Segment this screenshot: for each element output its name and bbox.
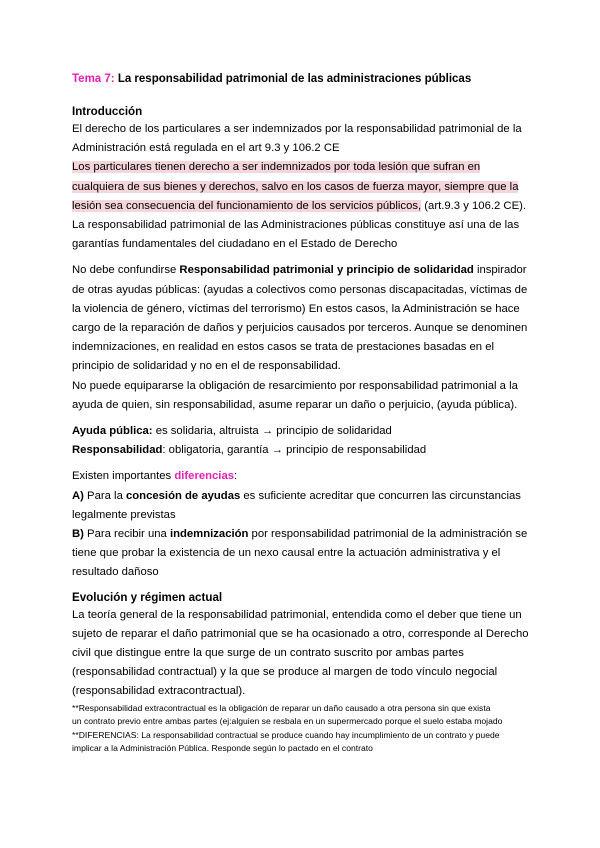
differences-pink-word: diferencias <box>174 470 235 483</box>
intro-paragraph-2-rest: (art.9.3 y 106.2 CE). La responsabilidad patrimonial de las Administraciones públicas constituye así una de las garantías fundamentales del ciudadano en el Estado de Derecho <box>72 199 527 251</box>
difference-b-start: Para recibir una <box>83 528 170 541</box>
resp-label: Responsabilidad <box>72 444 163 457</box>
intro-heading: Introducción <box>72 105 143 118</box>
differences-intro <box>72 467 532 486</box>
difference-a-start: Para la <box>83 489 126 502</box>
difference-a-label: A) <box>72 489 84 502</box>
intro-paragraph-2 <box>72 158 532 254</box>
document-page <box>72 62 532 756</box>
resp-text: : obligatoria, garantía → principio de responsabilidad <box>162 444 427 457</box>
difference-b-bold: indemnización <box>169 528 249 541</box>
difference-a-rest: es suficiente acreditar que concurren las circunstancias legalmente previstas <box>72 489 521 521</box>
difference-b <box>72 525 532 583</box>
solidarity-p1-bold: Responsabilidad patrimonial y principio de solidaridad <box>179 264 474 277</box>
difference-b-rest: por responsabilidad patrimonial de la administración se tiene que probar la existencia de un nexo causal entre la actuación administrativa y el resultado dañoso <box>72 528 528 579</box>
difference-a-bold: concesión de ayudas <box>126 489 241 502</box>
difference-b-label: B) <box>72 528 84 541</box>
evolution-heading: Evolución y régimen actual <box>72 590 223 604</box>
definition-ayuda <box>72 422 532 441</box>
solidarity-p1-rest: inspirador de otras ayudas públicas: (ayudas a colectivos como personas discapacitadas, víctimas de la violencia de género, víctimas del terrorismo) En estos casos, la Administración se hace cargo de la reparación de daños y perjuicios causados por terceros. Aunque se denominen indemnizaciones, en realidad en estos casos se trata de prestaciones basadas en el principio de solidaridad y no en el de responsabilidad. <box>72 264 528 373</box>
difference-a <box>72 487 532 525</box>
definition-responsabilidad <box>72 441 532 460</box>
highlighted-text: Los particulares tienen derecho a ser indemnizados por toda lesión que sufran en cualquiera de sus bienes y derechos, salvo en los casos de fuerza mayor, siempre que la lesión sea consecuencia del funcionamiento de los servicios públicos, <box>72 161 519 212</box>
note-2-line-1: **DIFERENCIAS: La responsabilidad contractual se produce cuando hay incumplimiento de un contrato y puede <box>72 729 500 740</box>
ayuda-label: Ayuda pública: <box>72 425 153 438</box>
title-text: La responsabilidad patrimonial de las administraciones públicas <box>117 73 472 85</box>
differences-intro-start: Existen importantes <box>72 470 175 483</box>
differences-intro-end: : <box>234 470 238 483</box>
evolution-paragraph: La teoría general de la responsabilidad patrimonial, entendida como el deber que tiene un sujeto de reparar el daño patrimonial que se ha ocasionado a otro, corresponde al Derecho civil que distingue entre la que surge de un contrato suscrito por ambas partes (responsabilidad contractual) y la que se produce al margen de todo vínculo negocial (responsabilidad extracontractual). <box>72 608 529 698</box>
intro-paragraph-1: El derecho de los particulares a ser indemnizados por la responsabilidad patrimonial de la Administración está regulada en el art 9.3 y 106.2 CE <box>72 123 522 155</box>
solidarity-paragraph-1 <box>72 261 532 376</box>
page-title <box>72 71 532 87</box>
note-2-line-2: implicar a la Administración Pública. Responde según lo pactado en el contrato <box>72 743 373 754</box>
title-prefix: Tema 7: <box>72 73 115 85</box>
solidarity-p1-start: No debe confundirse <box>72 264 180 277</box>
ayuda-text: es solidaria, altruista → principio de solidaridad <box>152 425 392 438</box>
note-1-line-1: **Responsabilidad extracontractual es la obligación de reparar un daño causado a otra persona sin que exista <box>72 702 491 713</box>
solidarity-paragraph-2: No puede equipararse la obligación de resarcimiento por responsabilidad patrimonial a la ayuda de quien, sin responsabilidad, asume reparar un daño o perjuicio, (ayuda pública). <box>72 379 518 411</box>
note-1-line-2: un contrato previo entre ambas partes (ej:alguien se resbala en un supermercado porque el suelo estaba mojado <box>72 716 503 727</box>
